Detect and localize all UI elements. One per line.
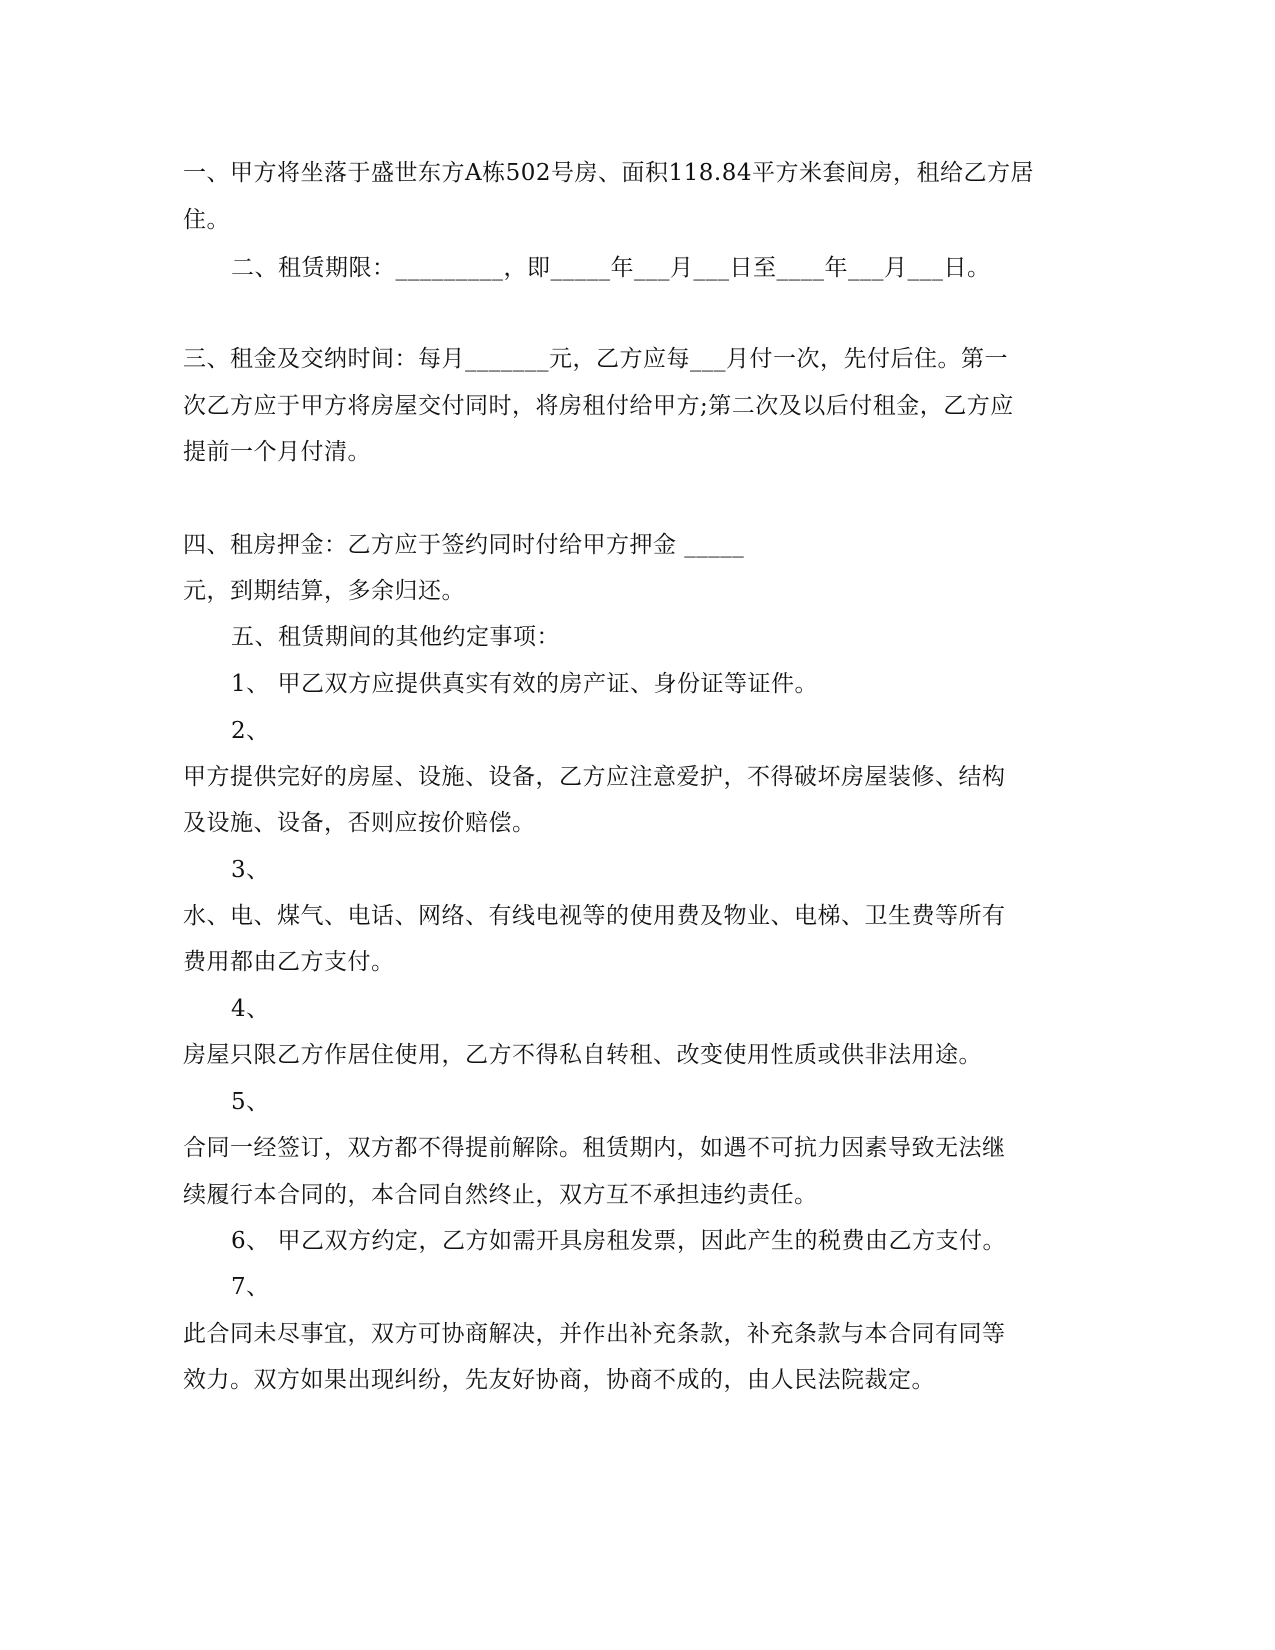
item-5-line-2: 续履行本合同的，本合同自然终止，双方互不承担违约责任。 (183, 1182, 818, 1208)
item-3-line-1: 水、电、煤气、电话、网络、有线电视等的使用费及物业、电梯、卫生费等所有 (183, 903, 1006, 929)
item-7-number: 7、 (231, 1274, 270, 1300)
item-7-line-1: 此合同未尽事宜，双方可协商解决，并作出补充条款，补充条款与本合同有同等 (183, 1321, 1006, 1347)
item-3-line-2: 费用都由乙方支付。 (183, 949, 395, 975)
item-2-line-2: 及设施、设备，否则应按价赔偿。 (183, 810, 536, 836)
item-2-line-1: 甲方提供完好的房屋、设施、设备，乙方应注意爱护，不得破坏房屋装修、结构 (183, 764, 1006, 790)
clause-4-line-1: 四、租房押金：乙方应于签约同时付给甲方押金 _____ (183, 532, 745, 558)
clause-5-heading: 五、租赁期间的其他约定事项： (231, 624, 560, 650)
clause-3-line-3: 提前一个月付清。 (183, 439, 371, 465)
clause-4-line-2: 元，到期结算，多余归还。 (183, 578, 465, 604)
clause-3-line-1: 三、租金及交纳时间：每月_______元，乙方应每___月付一次，先付后住。第一 (183, 346, 1008, 372)
item-4-number: 4、 (231, 996, 270, 1022)
clause-1-line-2: 住。 (183, 207, 230, 233)
item-3-number: 3、 (231, 857, 270, 883)
item-1-line: 1、 甲乙双方应提供真实有效的房产证、身份证等证件。 (231, 671, 818, 697)
clause-3-line-2: 次乙方应于甲方将房屋交付同时，将房租付给甲方;第二次及以后付租金，乙方应 (183, 393, 1014, 419)
item-5-line-1: 合同一经签订，双方都不得提前解除。租赁期内，如遇不可抗力因素导致无法继 (183, 1135, 1006, 1161)
item-6-line: 6、 甲乙双方约定，乙方如需开具房租发票，因此产生的税费由乙方支付。 (231, 1228, 1006, 1254)
item-7-line-2: 效力。双方如果出现纠纷，先友好协商，协商不成的，由人民法院裁定。 (183, 1367, 935, 1393)
clause-2-line: 二、租赁期限：_________，即_____年___月___日至____年___月___日。 (231, 255, 991, 281)
item-5-number: 5、 (231, 1089, 270, 1115)
item-2-number: 2、 (231, 718, 270, 744)
clause-1-line-1: 一、甲方将坐落于盛世东方A栋502号房、面积118.84平方米套间房，租给乙方居 (183, 160, 1034, 186)
item-4-line: 房屋只限乙方作居住使用，乙方不得私自转租、改变使用性质或供非法用途。 (183, 1042, 982, 1068)
